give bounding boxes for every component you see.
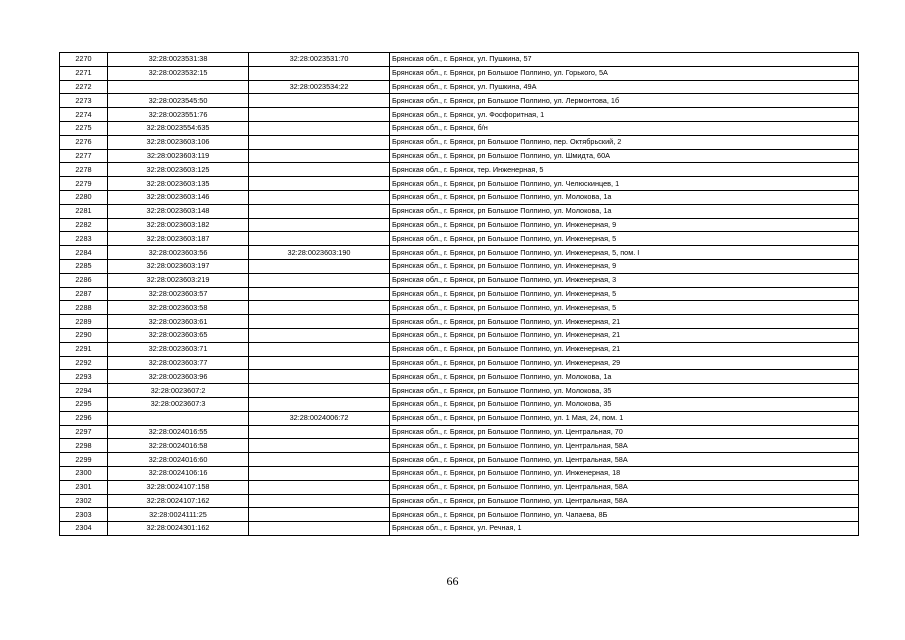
row-number-cell: 2275 [60,121,108,135]
row-number-cell: 2276 [60,135,108,149]
table-row [60,177,859,191]
row-number-cell: 2278 [60,163,108,177]
table-row [60,453,859,467]
cadastral-number-cell: 32:28:0023545:50 [108,94,249,108]
related-cadastral-number-cell [249,149,390,163]
row-number-cell: 2281 [60,204,108,218]
address-cell: Брянская обл., г. Брянск, рп Большое Полпино, ул. Инженерная, 5 [390,232,859,246]
table-row [60,494,859,508]
related-cadastral-number-cell [249,66,390,80]
cadastral-number-cell: 32:28:0023554:635 [108,121,249,135]
address-cell: Брянская обл., г. Брянск, рп Большое Полпино, ул. Центральная, 70 [390,425,859,439]
row-number-cell: 2291 [60,342,108,356]
cadastral-number-cell [108,80,249,94]
cadastral-number-cell: 32:28:0023532:15 [108,66,249,80]
related-cadastral-number-cell [249,121,390,135]
related-cadastral-number-cell [249,466,390,480]
cadastral-number-cell: 32:28:0023603:182 [108,218,249,232]
cadastral-number-cell: 32:28:0023607:2 [108,384,249,398]
cadastral-number-cell: 32:28:0023603:96 [108,370,249,384]
row-number-cell: 2284 [60,246,108,260]
cadastral-number-cell: 32:28:0023603:197 [108,259,249,273]
table-row [60,315,859,329]
related-cadastral-number-cell [249,287,390,301]
cadastral-number-cell: 32:28:0023603:146 [108,190,249,204]
row-number-cell: 2300 [60,466,108,480]
related-cadastral-number-cell [249,273,390,287]
related-cadastral-number-cell: 32:28:0024006:72 [249,411,390,425]
table-row [60,135,859,149]
related-cadastral-number-cell [249,315,390,329]
cadastral-number-cell: 32:28:0024107:158 [108,480,249,494]
row-number-cell: 2282 [60,218,108,232]
cadastral-number-cell: 32:28:0023603:106 [108,135,249,149]
cadastral-number-cell: 32:28:0023603:65 [108,328,249,342]
related-cadastral-number-cell [249,259,390,273]
row-number-cell: 2298 [60,439,108,453]
related-cadastral-number-cell [249,522,390,536]
related-cadastral-number-cell [249,218,390,232]
table-row [60,384,859,398]
address-cell: Брянская обл., г. Брянск, рп Большое Полпино, ул. Инженерная, 5, пом. I [390,246,859,260]
row-number-cell: 2294 [60,384,108,398]
related-cadastral-number-cell [249,342,390,356]
table-row [60,163,859,177]
address-cell: Брянская обл., г. Брянск, рп Большое Полпино, ул. Центральная, 58А [390,439,859,453]
row-number-cell: 2272 [60,80,108,94]
related-cadastral-number-cell [249,204,390,218]
row-number-cell: 2274 [60,108,108,122]
related-cadastral-number-cell [249,108,390,122]
row-number-cell: 2285 [60,259,108,273]
table-row [60,53,859,67]
cadastral-number-cell: 32:28:0023603:61 [108,315,249,329]
cadastral-number-cell: 32:28:0023603:58 [108,301,249,315]
address-cell: Брянская обл., г. Брянск, рп Большое Полпино, ул. Инженерная, 3 [390,273,859,287]
related-cadastral-number-cell [249,425,390,439]
address-cell: Брянская обл., г. Брянск, рп Большое Полпино, ул. Инженерная, 21 [390,328,859,342]
row-number-cell: 2299 [60,453,108,467]
related-cadastral-number-cell [249,508,390,522]
related-cadastral-number-cell [249,94,390,108]
table-row [60,218,859,232]
cadastral-number-cell: 32:28:0024107:162 [108,494,249,508]
row-number-cell: 2295 [60,397,108,411]
table-row [60,80,859,94]
address-cell: Брянская обл., г. Брянск, рп Большое Полпино, ул. Центральная, 58А [390,480,859,494]
related-cadastral-number-cell [249,232,390,246]
table-row [60,259,859,273]
table-row [60,273,859,287]
cadastral-number-cell: 32:28:0024016:58 [108,439,249,453]
table-row [60,301,859,315]
table-row [60,149,859,163]
table-row [60,108,859,122]
related-cadastral-number-cell [249,439,390,453]
cadastral-number-cell: 32:28:0024111:25 [108,508,249,522]
cadastral-number-cell [108,411,249,425]
related-cadastral-number-cell [249,453,390,467]
table-row [60,522,859,536]
row-number-cell: 2273 [60,94,108,108]
related-cadastral-number-cell [249,301,390,315]
cadastral-number-cell: 32:28:0023603:71 [108,342,249,356]
related-cadastral-number-cell [249,480,390,494]
address-cell: Брянская обл., г. Брянск, рп Большое Полпино, ул. Горького, 5А [390,66,859,80]
address-cell: Брянская обл., г. Брянск, рп Большое Полпино, ул. Инженерная, 9 [390,218,859,232]
address-cell: Брянская обл., г. Брянск, рп Большое Полпино, ул. Центральная, 58А [390,494,859,508]
cadastral-number-cell: 32:28:0023531:38 [108,53,249,67]
cadastral-number-cell: 32:28:0023603:125 [108,163,249,177]
address-cell: Брянская обл., г. Брянск, ул. Фосфоритная, 1 [390,108,859,122]
address-cell: Брянская обл., г. Брянск, рп Большое Полпино, ул. Молокова, 1а [390,190,859,204]
row-number-cell: 2304 [60,522,108,536]
table-row [60,425,859,439]
cadastral-number-cell: 32:28:0024016:60 [108,453,249,467]
address-cell: Брянская обл., г. Брянск, рп Большое Полпино, ул. Инженерная, 21 [390,342,859,356]
row-number-cell: 2283 [60,232,108,246]
address-cell: Брянская обл., г. Брянск, б/н [390,121,859,135]
table-row [60,66,859,80]
table-row [60,94,859,108]
address-cell: Брянская обл., г. Брянск, рп Большое Полпино, ул. Молокова, 1а [390,370,859,384]
address-cell: Брянская обл., г. Брянск, рп Большое Полпино, ул. Инженерная, 5 [390,301,859,315]
table-row [60,246,859,260]
cadastral-number-cell: 32:28:0023603:219 [108,273,249,287]
table-row [60,342,859,356]
related-cadastral-number-cell [249,328,390,342]
address-cell: Брянская обл., г. Брянск, рп Большое Полпино, ул. Инженерная, 9 [390,259,859,273]
row-number-cell: 2280 [60,190,108,204]
row-number-cell: 2288 [60,301,108,315]
table-row [60,508,859,522]
address-cell: Брянская обл., г. Брянск, рп Большое Полпино, ул. Челюскинцев, 1 [390,177,859,191]
address-cell: Брянская обл., г. Брянск, тер. Инженерная, 5 [390,163,859,177]
property-registry-table [59,52,859,536]
address-cell: Брянская обл., г. Брянск, ул. Пушкина, 57 [390,53,859,67]
related-cadastral-number-cell [249,384,390,398]
table-row [60,480,859,494]
table-row [60,190,859,204]
table-row [60,397,859,411]
row-number-cell: 2271 [60,66,108,80]
table-row [60,466,859,480]
related-cadastral-number-cell [249,177,390,191]
related-cadastral-number-cell [249,190,390,204]
related-cadastral-number-cell: 32:28:0023534:22 [249,80,390,94]
address-cell: Брянская обл., г. Брянск, рп Большое Полпино, ул. Лермонтова, 1б [390,94,859,108]
row-number-cell: 2270 [60,53,108,67]
registry-table-body [60,53,859,536]
address-cell: Брянская обл., г. Брянск, рп Большое Полпино, ул. Чапаева, 8Б [390,508,859,522]
row-number-cell: 2297 [60,425,108,439]
table-row [60,356,859,370]
related-cadastral-number-cell: 32:28:0023531:70 [249,53,390,67]
table-row [60,204,859,218]
address-cell: Брянская обл., г. Брянск, рп Большое Полпино, ул. Молокова, 35 [390,384,859,398]
cadastral-number-cell: 32:28:0023603:119 [108,149,249,163]
page-number: 66 [446,574,459,588]
address-cell: Брянская обл., г. Брянск, рп Большое Полпино, ул. Молокова, 35 [390,397,859,411]
address-cell: Брянская обл., г. Брянск, рп Большое Полпино, пер. Октябрьский, 2 [390,135,859,149]
row-number-cell: 2290 [60,328,108,342]
table-row [60,439,859,453]
cadastral-number-cell: 32:28:0023603:148 [108,204,249,218]
address-cell: Брянская обл., г. Брянск, рп Большое Полпино, ул. 1 Мая, 24, пом. 1 [390,411,859,425]
related-cadastral-number-cell: 32:28:0023603:190 [249,246,390,260]
row-number-cell: 2301 [60,480,108,494]
related-cadastral-number-cell [249,135,390,149]
cadastral-number-cell: 32:28:0024301:162 [108,522,249,536]
row-number-cell: 2277 [60,149,108,163]
related-cadastral-number-cell [249,370,390,384]
table-row [60,370,859,384]
cadastral-number-cell: 32:28:0023603:187 [108,232,249,246]
row-number-cell: 2286 [60,273,108,287]
row-number-cell: 2289 [60,315,108,329]
related-cadastral-number-cell [249,494,390,508]
table-row [60,232,859,246]
cadastral-number-cell: 32:28:0023603:56 [108,246,249,260]
cadastral-number-cell: 32:28:0024016:55 [108,425,249,439]
cadastral-number-cell: 32:28:0023603:57 [108,287,249,301]
table-row [60,121,859,135]
cadastral-number-cell: 32:28:0024106:16 [108,466,249,480]
address-cell: Брянская обл., г. Брянск, ул. Речная, 1 [390,522,859,536]
table-row [60,328,859,342]
row-number-cell: 2303 [60,508,108,522]
cadastral-number-cell: 32:28:0023603:77 [108,356,249,370]
related-cadastral-number-cell [249,356,390,370]
row-number-cell: 2287 [60,287,108,301]
address-cell: Брянская обл., г. Брянск, рп Большое Полпино, ул. Инженерная, 5 [390,287,859,301]
address-cell: Брянская обл., г. Брянск, рп Большое Полпино, ул. Инженерная, 21 [390,315,859,329]
related-cadastral-number-cell [249,397,390,411]
table-row [60,287,859,301]
cadastral-number-cell: 32:28:0023603:135 [108,177,249,191]
address-cell: Брянская обл., г. Брянск, рп Большое Полпино, ул. Центральная, 58А [390,453,859,467]
row-number-cell: 2292 [60,356,108,370]
address-cell: Брянская обл., г. Брянск, рп Большое Полпино, ул. Инженерная, 18 [390,466,859,480]
cadastral-number-cell: 32:28:0023551:76 [108,108,249,122]
address-cell: Брянская обл., г. Брянск, рп Большое Полпино, ул. Молокова, 1а [390,204,859,218]
related-cadastral-number-cell [249,163,390,177]
table-row [60,411,859,425]
address-cell: Брянская обл., г. Брянск, рп Большое Полпино, ул. Шмидта, 60А [390,149,859,163]
row-number-cell: 2279 [60,177,108,191]
cadastral-number-cell: 32:28:0023607:3 [108,397,249,411]
row-number-cell: 2296 [60,411,108,425]
row-number-cell: 2293 [60,370,108,384]
row-number-cell: 2302 [60,494,108,508]
address-cell: Брянская обл., г. Брянск, рп Большое Полпино, ул. Инженерная, 29 [390,356,859,370]
address-cell: Брянская обл., г. Брянск, ул. Пушкина, 49А [390,80,859,94]
